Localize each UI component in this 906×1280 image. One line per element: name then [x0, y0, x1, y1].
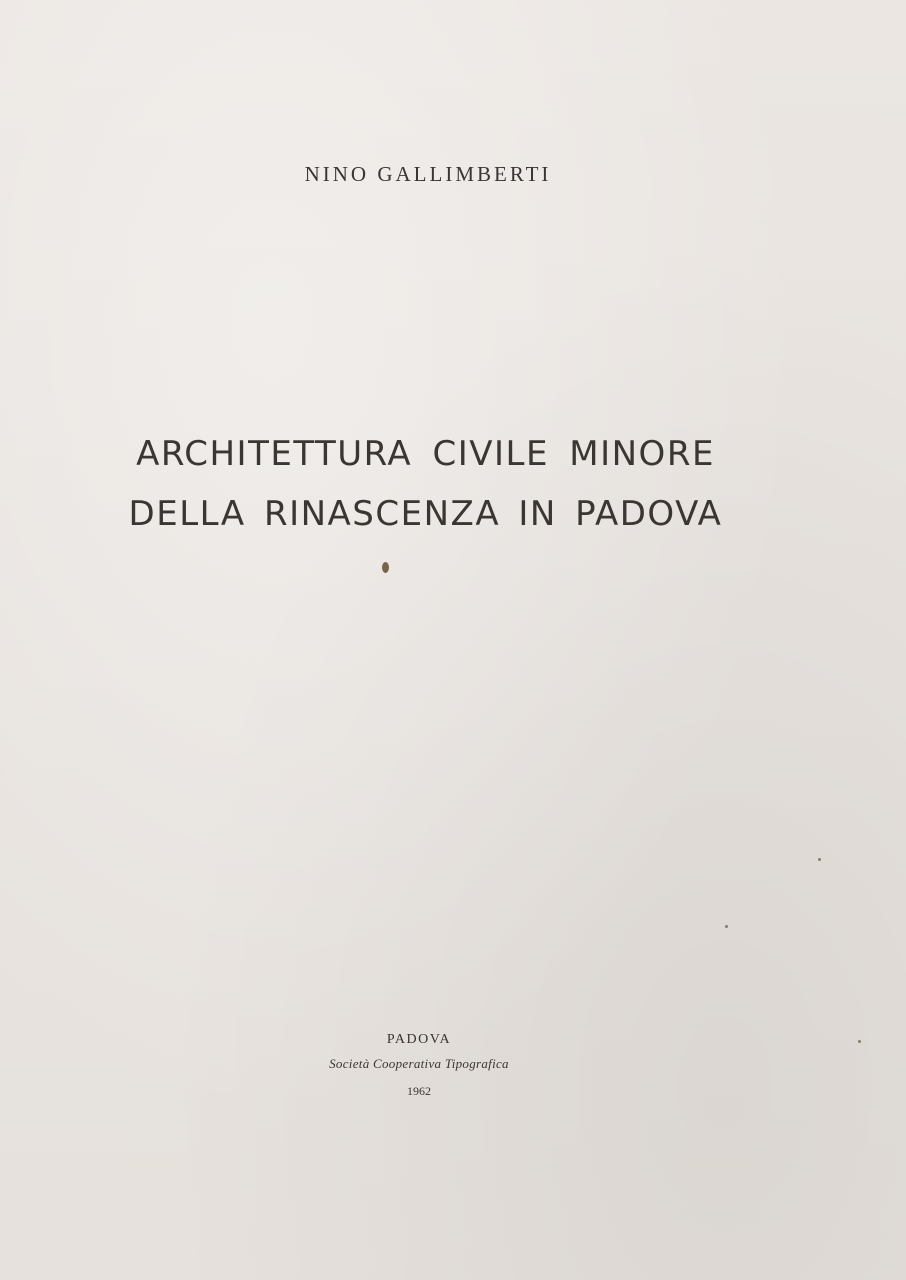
imprint-publisher: Società Cooperativa Tipografica	[329, 1056, 509, 1071]
imprint-city: PADOVA	[386, 1032, 452, 1047]
paper-speck	[858, 1040, 861, 1043]
paper-speck	[818, 858, 821, 861]
book-title	[0, 424, 851, 544]
author-name: NINO GALLIMBERTI	[304, 162, 552, 186]
book-title-line-1: ARCHITETTURA CIVILE MINORE	[136, 434, 715, 474]
book-title-line-2: DELLA RINASCENZA IN PADOVA	[128, 494, 723, 534]
imprint-block	[0, 1030, 838, 1104]
imprint-year: 1962	[407, 1084, 431, 1098]
ornament-mark	[382, 562, 389, 573]
paper-speck	[725, 925, 728, 928]
